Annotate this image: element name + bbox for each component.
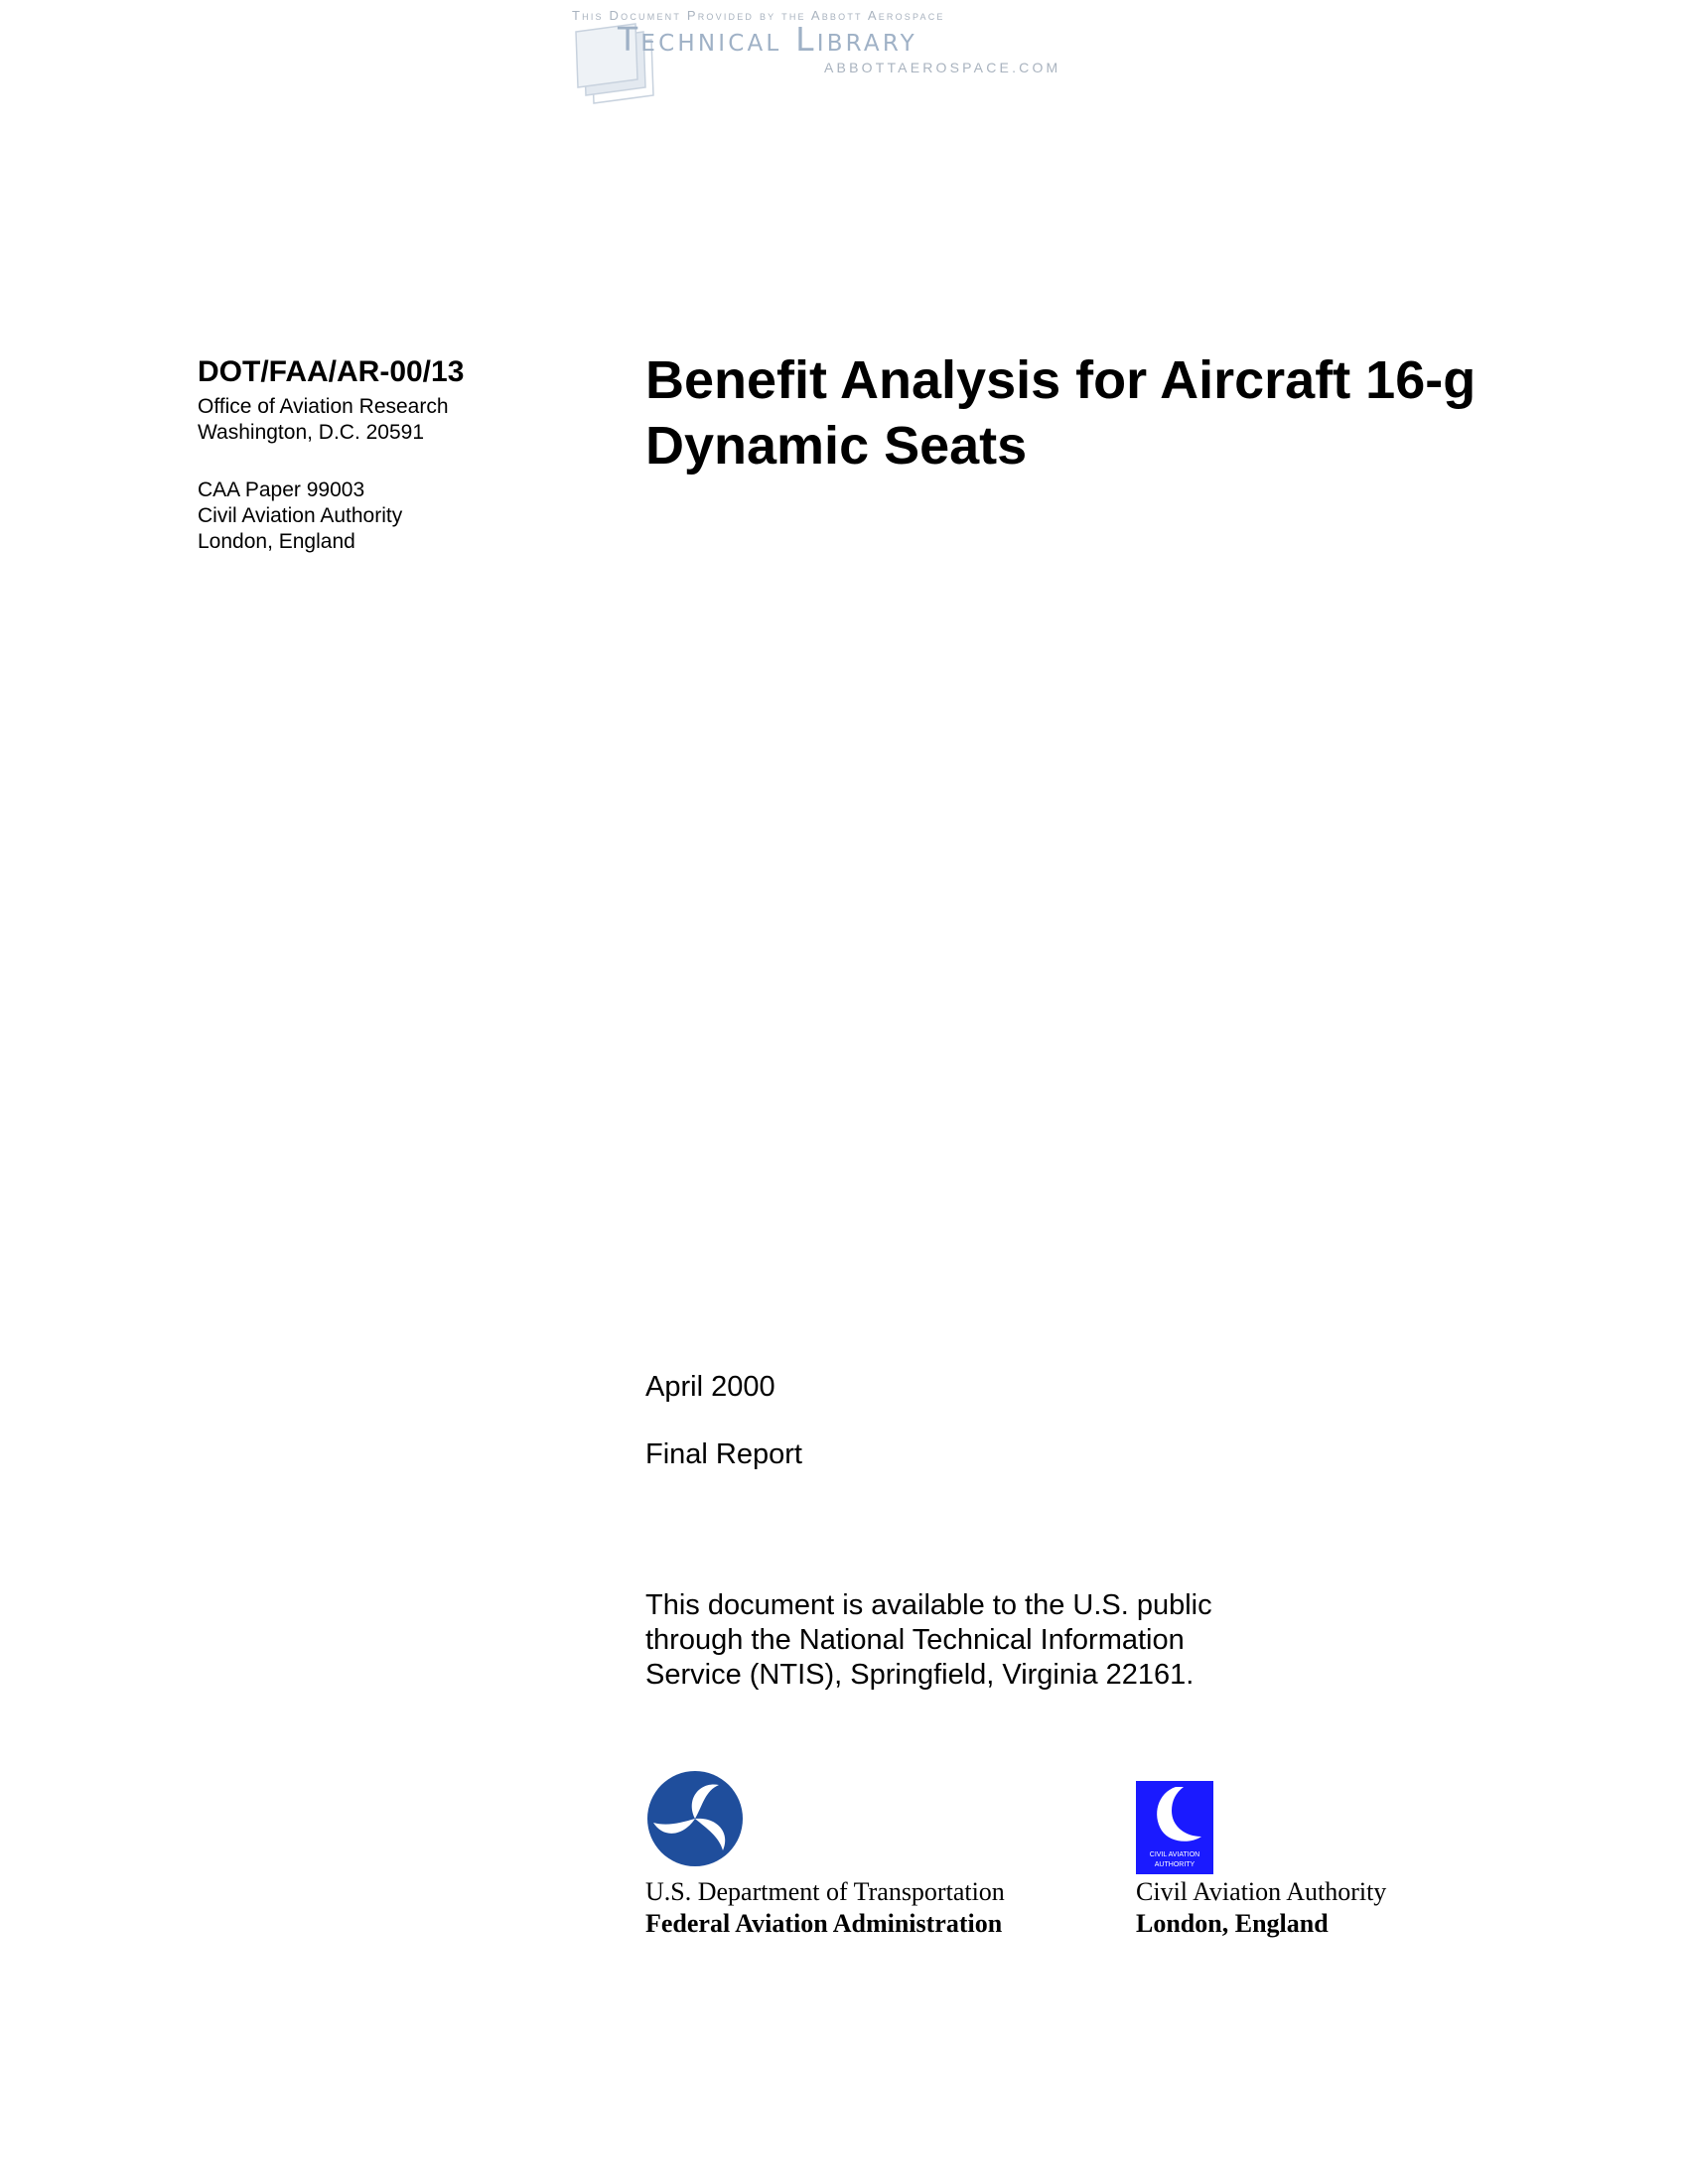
office-address: Washington, D.C. 20591: [198, 421, 425, 444]
caa-address: London, England: [198, 530, 355, 553]
availability-line-1: This document is available to the U.S. public: [645, 1589, 1212, 1621]
title-line-1: Benefit Analysis for Aircraft 16-g: [645, 350, 1477, 410]
document-title: [645, 347, 1569, 478]
title-line-2: Dynamic Seats: [645, 416, 1028, 476]
watermark-library-title: Technical Library: [618, 20, 917, 59]
availability-line-3: Service (NTIS), Springfield, Virginia 22161.: [645, 1659, 1195, 1691]
dot-name: U.S. Department of Transportation: [645, 1877, 1005, 1906]
watermark-url: ABBOTTAEROSPACE.COM: [824, 60, 1061, 75]
watermark-provider-text: This Document Provided by the Abbott Aerospace: [572, 8, 945, 23]
dot-triskelion-logo: [645, 1769, 745, 1868]
report-number: DOT/FAA/AR-00/13: [198, 355, 465, 388]
caa-logo-text-2: AUTHORITY: [1154, 1861, 1196, 1868]
caa-logo: [1136, 1781, 1213, 1874]
office-name: Office of Aviation Research: [198, 395, 449, 418]
caa-caption-name: Civil Aviation Authority: [1136, 1877, 1387, 1906]
report-type: Final Report: [645, 1438, 802, 1470]
faa-name: Federal Aviation Administration: [645, 1909, 1003, 1938]
availability-line-2: through the National Technical Information: [645, 1624, 1185, 1656]
caa-logo-text-1: CIVIL AVIATION: [1149, 1851, 1200, 1858]
report-date: April 2000: [645, 1371, 775, 1403]
caa-paper-number: CAA Paper 99003: [198, 478, 365, 501]
caa-caption-city: London, England: [1136, 1909, 1329, 1938]
watermark: [566, 4, 1082, 113]
caa-name: Civil Aviation Authority: [198, 504, 403, 527]
